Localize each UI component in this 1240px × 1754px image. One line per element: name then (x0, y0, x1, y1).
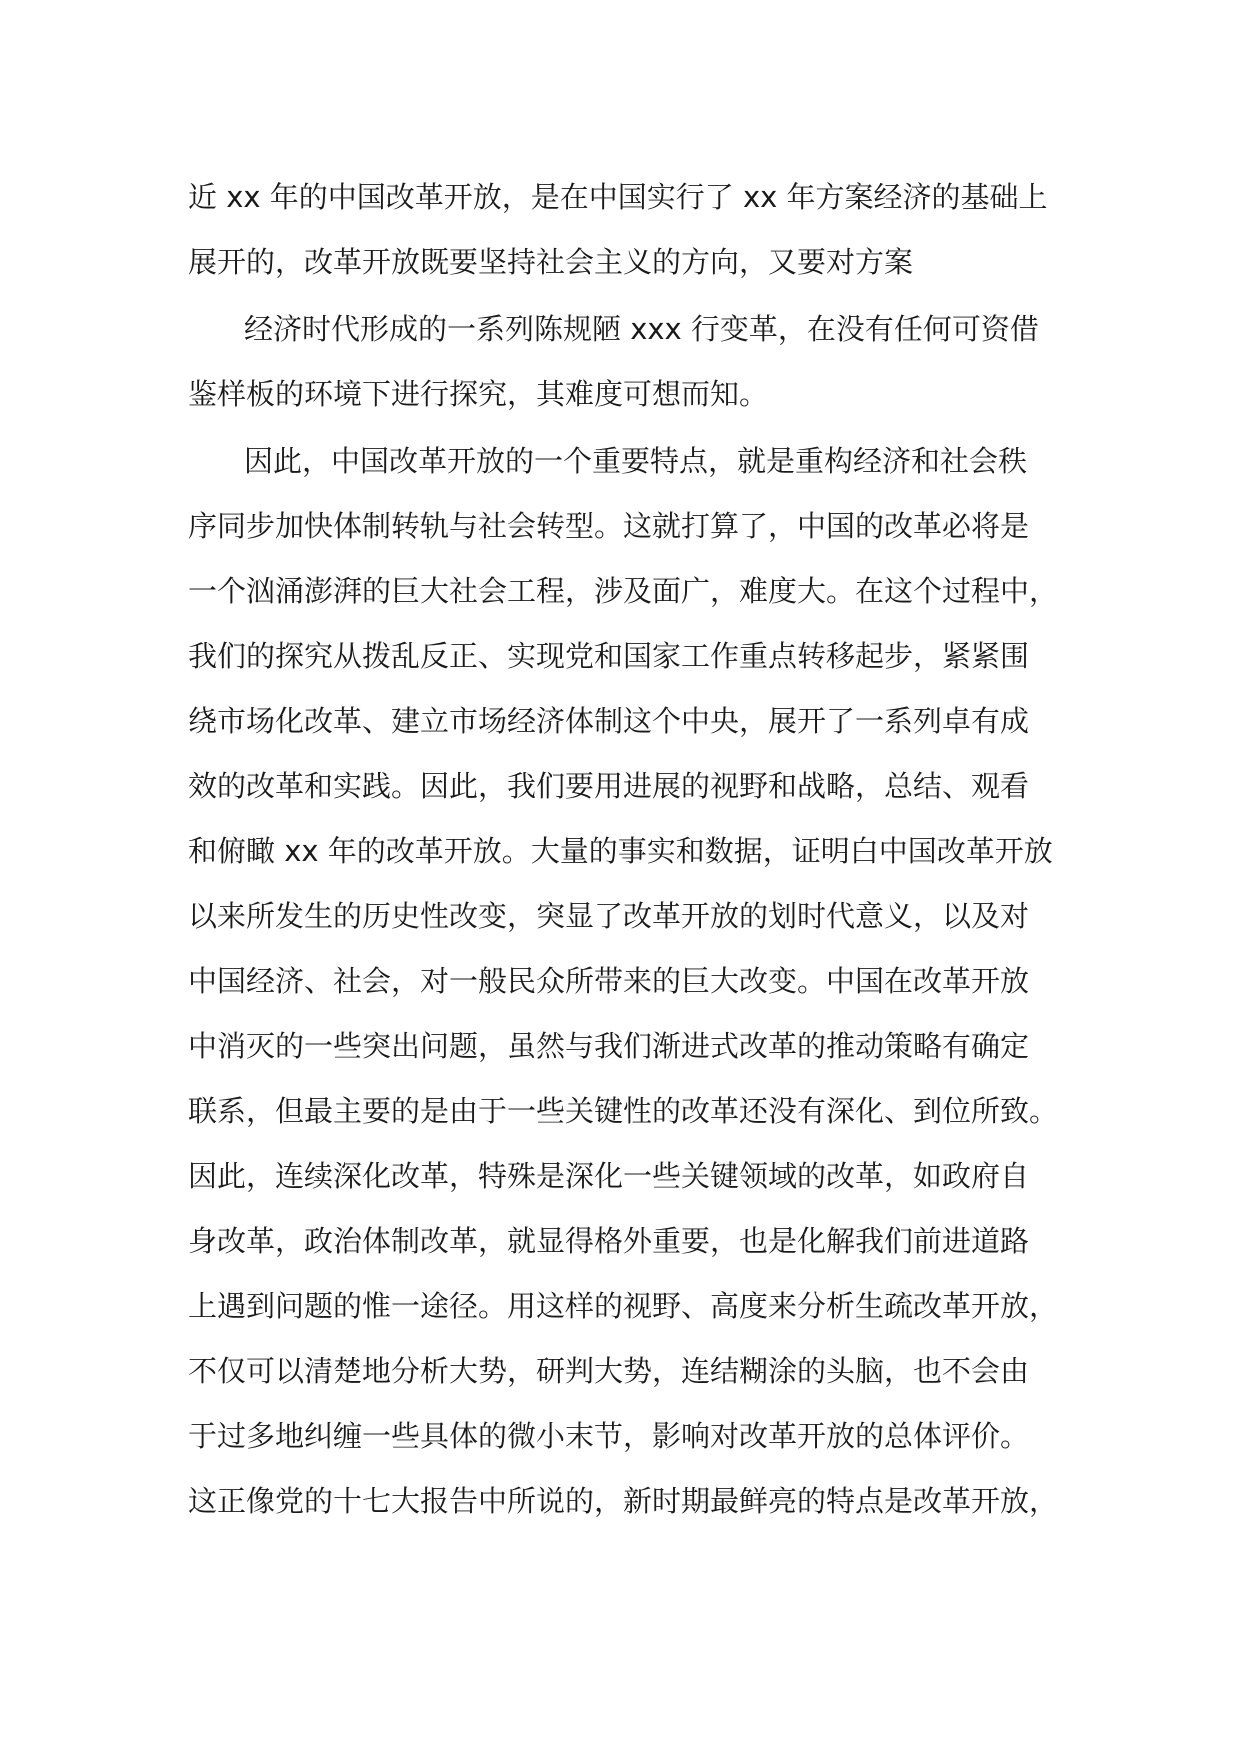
paragraph-start-line: 因此，中国改革开放的一个重要特点，就是重构经济和社会秩 (244, 444, 1028, 478)
text-line: 以来所发生的历史性改变，突显了改革开放的划时代意义，以及对 (188, 899, 1030, 933)
text-line: 因此，连续深化改革，特殊是深化一些关键领域的改革，如政府自 (188, 1159, 1030, 1193)
text-line: 中消灭的一些突出问题，虽然与我们渐进式改革的推动策略有确定 (188, 1029, 1030, 1063)
text-line: 一个汹涌澎湃的巨大社会工程，涉及面广，难度大。在这个过程中， (188, 574, 1059, 608)
text-line: 中国经济、社会，对一般民众所带来的巨大改变。中国在改革开放 (188, 964, 1030, 998)
text-line: 效的改革和实践。因此，我们要用进展的视野和战略，总结、观看 (188, 769, 1030, 803)
text-line: 展开的，改革开放既要坚持社会主义的方向，又要对方案 (188, 245, 914, 279)
text-line: 和俯瞰 xx 年的改革开放。大量的事实和数据，证明白中国改革开放 (188, 834, 1053, 868)
body-text (188, 165, 1068, 1534)
text-line: 联系，但最主要的是由于一些关键性的改革还没有深化、到位所致。 (188, 1094, 1059, 1128)
text-line: 上遇到问题的惟一途径。用这样的视野、高度来分析生疏改革开放， (188, 1289, 1059, 1323)
text-line: 近 xx 年的中国改革开放，是在中国实行了 xx 年方案经济的基础上 (188, 180, 1048, 214)
text-line: 这正像党的十七大报告中所说的，新时期最鲜亮的特点是改革开放， (188, 1484, 1059, 1518)
text-line: 绕市场化改革、建立市场经济体制这个中央，展开了一系列卓有成 (188, 704, 1030, 738)
text-line: 不仅可以清楚地分析大势，研判大势，连结糊涂的头脑，也不会由 (188, 1354, 1030, 1388)
text-line: 于过多地纠缠一些具体的微小末节，影响对改革开放的总体评价。 (188, 1419, 1030, 1453)
paragraph-start-line: 经济时代形成的一系列陈规陋 xxx 行变革，在没有任何可资借 (244, 312, 1039, 346)
text-line: 身改革，政治体制改革，就显得格外重要，也是化解我们前进道路 (188, 1224, 1030, 1258)
text-line: 序同步加快体制转轨与社会转型。这就打算了，中国的改革必将是 (188, 509, 1030, 543)
text-line: 鉴样板的环境下进行探究，其难度可想而知。 (188, 377, 769, 411)
text-line: 我们的探究从拨乱反正、实现党和国家工作重点转移起步，紧紧围 (188, 639, 1030, 673)
